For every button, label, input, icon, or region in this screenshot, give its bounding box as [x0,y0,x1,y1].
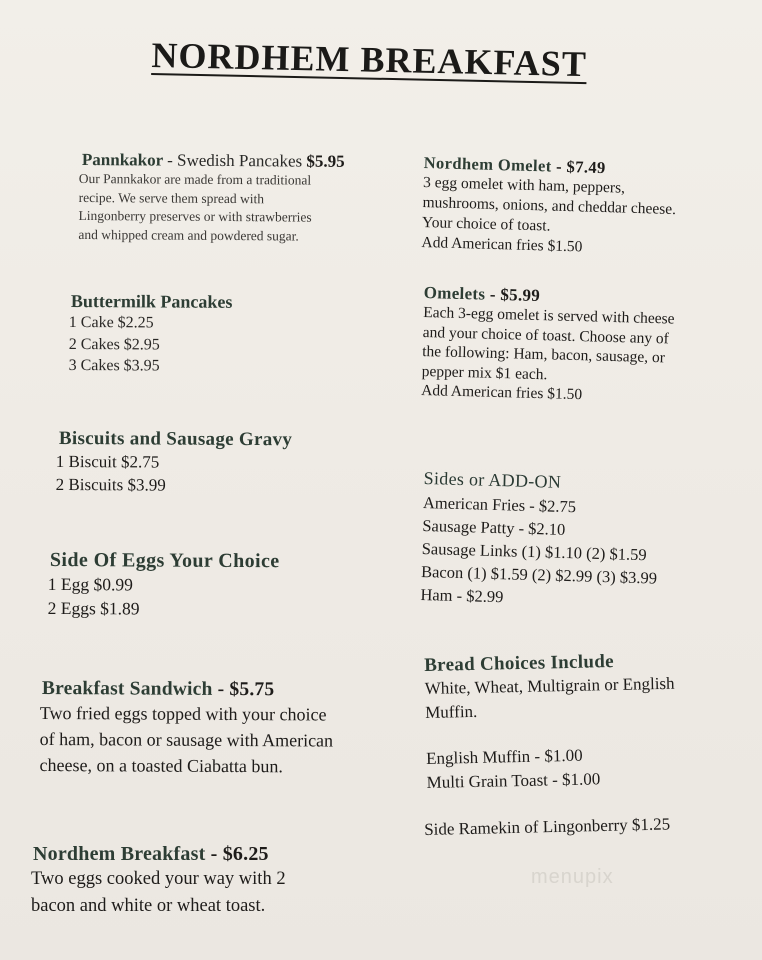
item-description-line: and whipped cream and powdered sugar. [78,226,299,244]
item-heading [82,150,345,172]
item-subtitle: - Swedish Pancakes [167,150,303,171]
item-name: Breakfast Sandwich [41,678,213,700]
item-name: Side Of Eggs Your Choice [49,549,280,573]
item-description-line: bacon and white or wheat toast. [31,896,266,916]
item-description-line: Add American fries $1.50 [421,233,583,256]
item-option: 2 Eggs $1.89 [47,597,140,619]
item-description-line: pepper mix $1 each. [421,362,548,383]
item-price: - $6.25 [210,843,269,865]
menu-item-side-of-eggs [47,549,280,621]
menu-section-sides [420,468,660,613]
item-name: Buttermilk Pancakes [70,291,233,312]
menu-title: NORDHEM BREAKFAST [151,34,588,85]
item-option: 2 Biscuits $3.99 [55,474,166,495]
item-heading [33,843,286,866]
bread-choices-line: White, Wheat, Multigrain or English [424,673,675,698]
item-description-line: of ham, bacon or sausage with American [39,728,334,751]
item-price: - $5.99 [489,284,541,306]
item-description-line: mushrooms, onions, and cheddar cheese. [422,193,677,219]
item-description-line: Lingonberry preserves or with strawberries [78,207,312,225]
bread-price-line: English Muffin - $1.00 [425,745,583,768]
item-option: 1 Biscuit $2.75 [55,451,160,472]
item-option: 1 Cake $2.25 [68,313,154,332]
item-description-line: and your choice of toast. Choose any of [422,323,670,347]
item-option: 1 Egg $0.99 [47,573,133,595]
menu-item-nordhem-omelet [421,153,677,260]
bread-choices-line: Muffin. [425,701,478,722]
item-description-line: Your choice of toast. [421,213,551,235]
side-item: Sausage Patty - $2.10 [422,515,566,539]
item-heading [42,678,334,702]
item-option: 2 Cakes $2.95 [68,335,160,353]
menu-item-omelets [421,283,675,407]
item-price: - $5.75 [217,678,275,701]
menu-item-lingonberry-ramekin: Side Ramekin of Lingonberry $1.25 [424,814,671,839]
watermark-logo: menupix [531,866,614,888]
item-name: Omelets [423,283,486,304]
section-heading: Bread Choices Include [424,651,615,676]
menu-item-breakfast-sandwich [41,678,333,780]
side-item: Ham - $2.99 [420,584,504,607]
item-description-line: the following: Ham, bacon, sausage, or [421,342,666,367]
side-item: Bacon (1) $1.59 (2) $2.99 (3) $3.99 [420,561,658,588]
item-description-line: Two eggs cooked your way with 2 [31,869,286,889]
item-description-line: Two fried eggs topped with your choice [39,702,327,725]
item-description-line: recipe. We serve them spread with [78,189,265,206]
section-heading: Sides or ADD-ON [423,468,562,492]
item-description-line: cheese, on a toasted Ciabatta bun. [39,754,284,777]
item-description-line: Our Pannkakor are made from a traditional [78,170,312,188]
side-item: Sausage Links (1) $1.10 (2) $1.59 [421,538,647,565]
item-description-line: Each 3-egg omelet is served with cheese [423,303,675,328]
bread-price-line: Multi Grain Toast - $1.00 [426,769,601,792]
item-price: $5.95 [306,151,345,171]
menu-item-nordhem-breakfast [33,843,286,920]
menu-item-buttermilk-pancakes [68,291,233,377]
menu-item-biscuits-gravy [55,428,293,497]
item-name: Nordhem Omelet [423,153,552,176]
side-item: American Fries - $2.75 [422,492,577,517]
menu-item-pannkakor [78,150,345,246]
item-description-line: 3 egg omelet with ham, peppers, [422,173,626,197]
menu-section-bread [424,650,677,795]
item-price: - $7.49 [555,156,606,178]
item-option: 3 Cakes $3.95 [68,356,160,375]
item-description-line: Add American fries $1.50 [420,381,583,404]
item-name: Biscuits and Sausage Gravy [58,428,293,451]
item-name: Pannkakor [81,150,163,170]
item-name: Nordhem Breakfast [33,843,206,865]
